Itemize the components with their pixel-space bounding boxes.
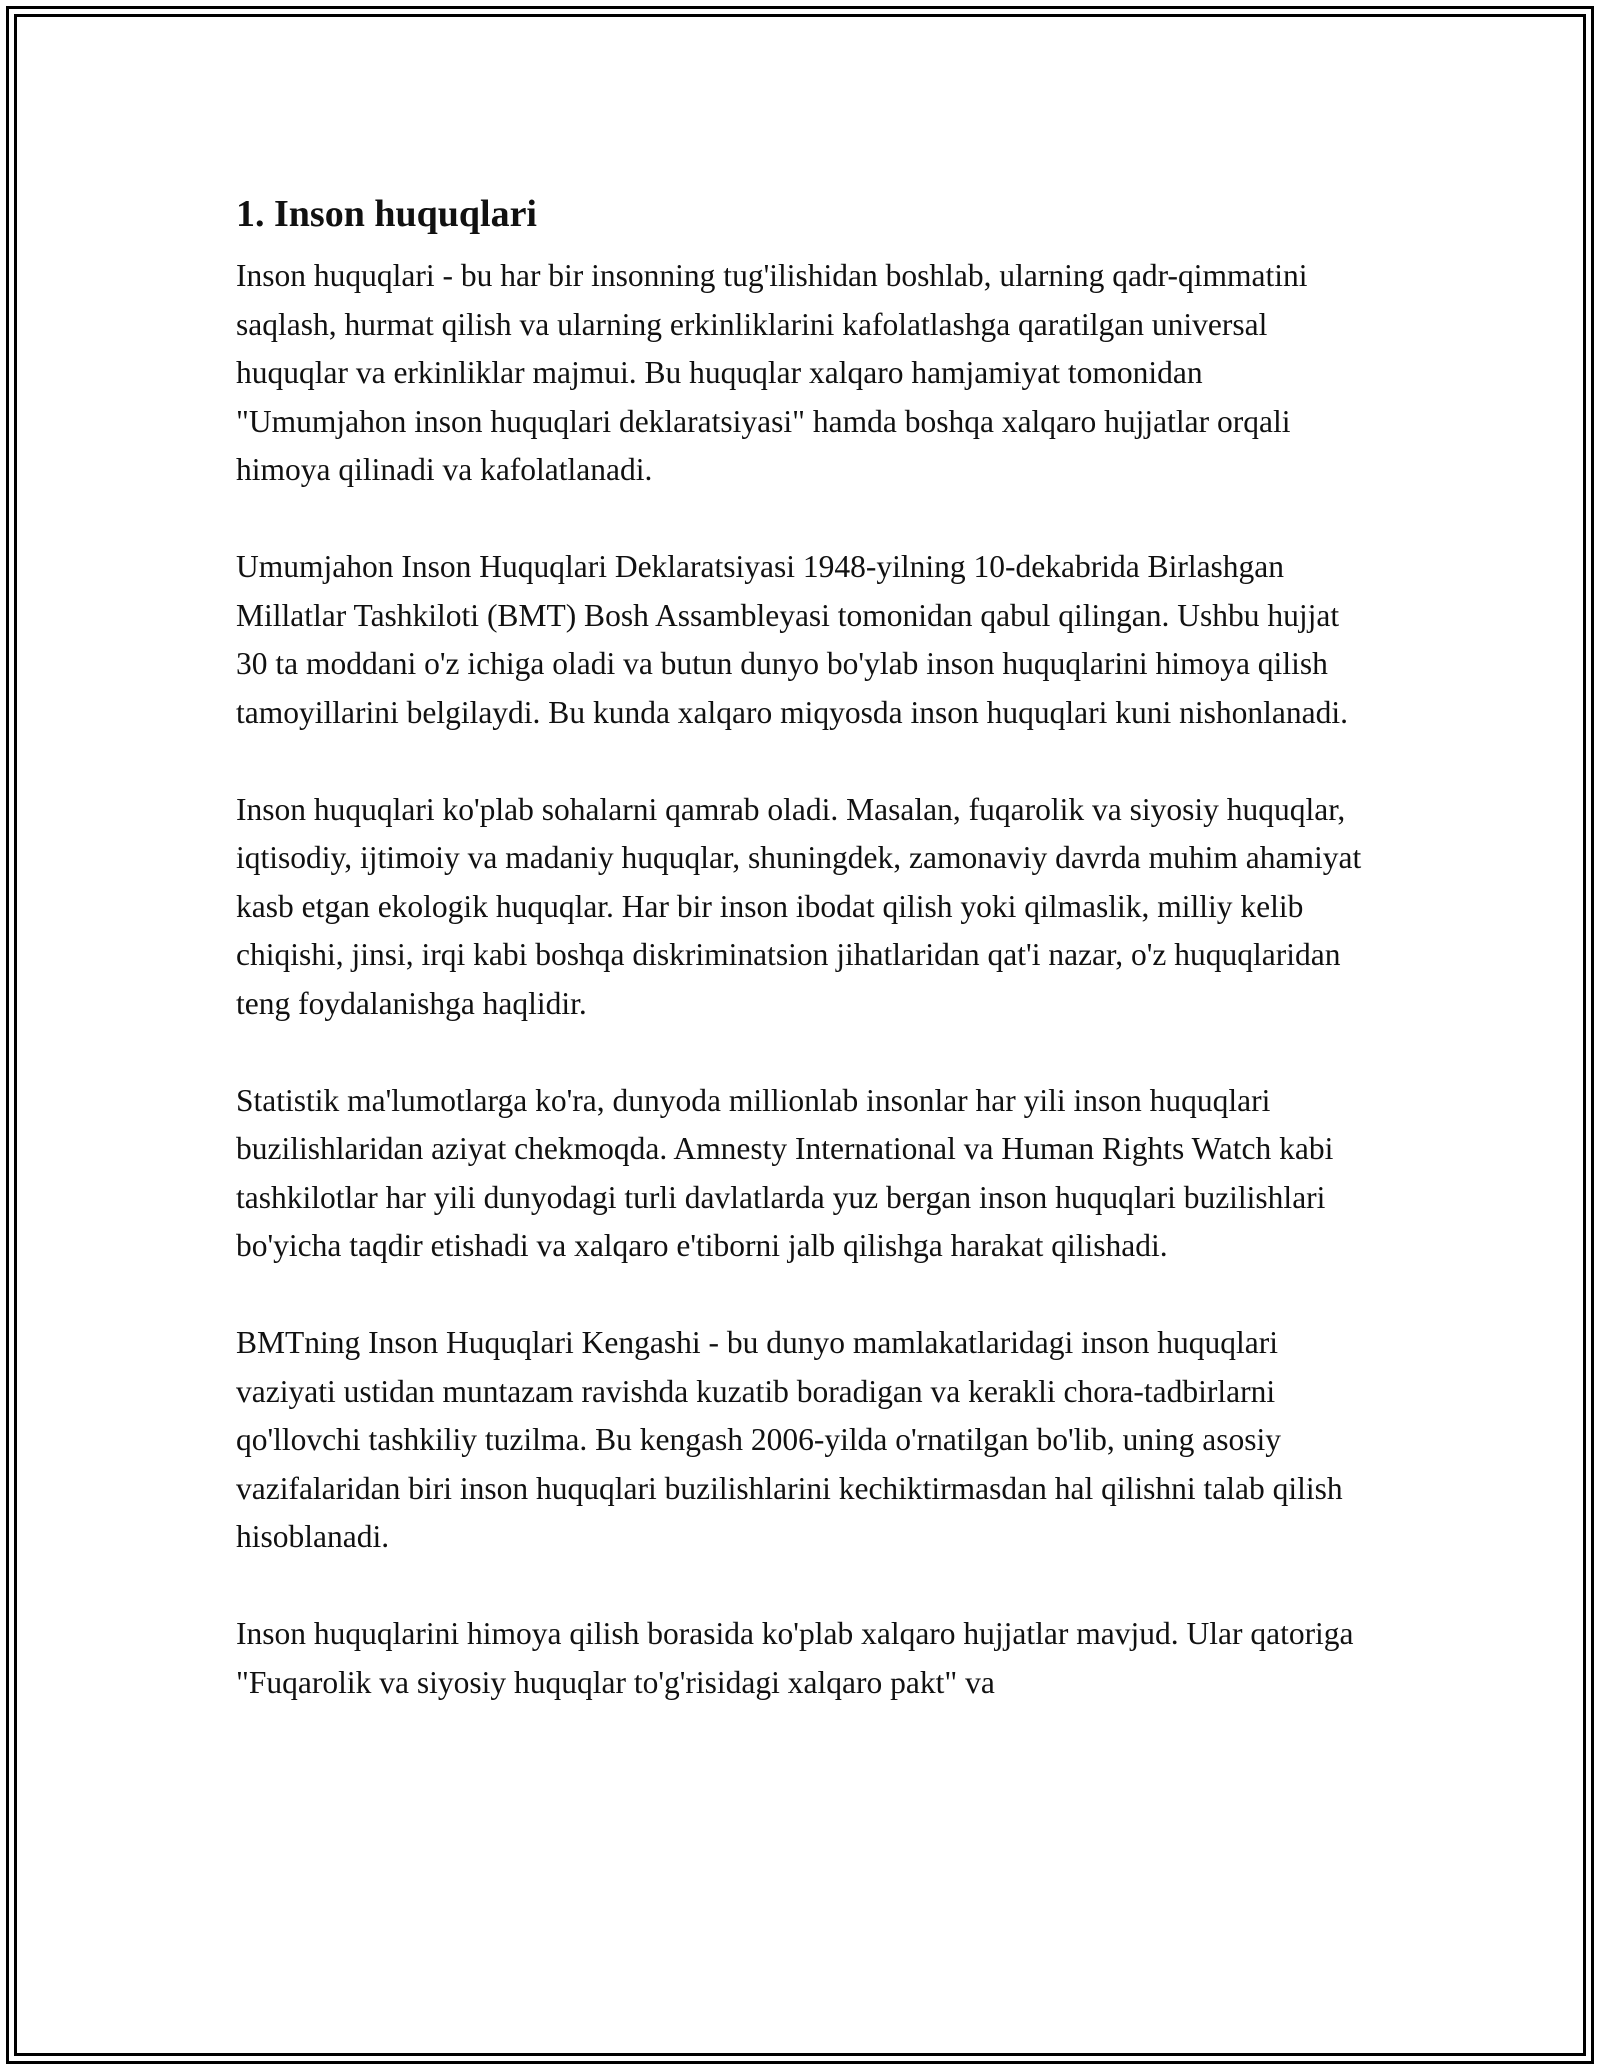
paragraph-2: Umumjahon Inson Huquqlari Deklaratsiyasi 1948-yilning 10-dekabrida Birlashgan Millatlar Tashkiloti (BMT) Bosh Assambleyasi tomonidan qabul qilingan. Ushbu hujjat 30 ta moddani o'z ichiga oladi va butun dunyo bo'ylab inson huquqlarini himoya qilish tamoyillarini belgilaydi. Bu kunda xalqaro miqyosda inson huquqlari kuni nishonlanadi. <box>236 549 1348 730</box>
paragraph-6: Inson huquqlarini himoya qilish borasida ko'plab xalqaro hujjatlar mavjud. Ular qatoriga "Fuqarolik va siyosiy huquqlar to'g'risidagi xalqaro pakt" va <box>236 1616 1354 1700</box>
paragraph-5: BMTning Inson Huquqlari Kengashi - bu dunyo mamlakatlaridagi inson huquqlari vaziyati ustidan muntazam ravishda kuzatib boradigan va kerakli chora-tadbirlarni qo'llovchi tashkiliy tuzilma. Bu kengash 2006-yilda o'rnatilgan bo'lib, uning asosiy vazifalaridan biri inson huquqlari buzilishlarini kechiktirmasdan hal qilishni talab qilish hisoblanadi. <box>236 1325 1343 1554</box>
paragraph-4: Statistik ma'lumotlarga ko'ra, dunyoda millionlab insonlar har yili inson huquqlari buzilishlaridan aziyat chekmoqda. Amnesty International va Human Rights Watch kabi tashkilotlar har yili dunyodagi turli davlatlarda yuz bergan inson huquqlari buzilishlari bo'yicha taqdir etishadi va xalqaro e'tiborni jalb qilishga harakat qilishadi. <box>236 1082 1334 1263</box>
paragraph-3: Inson huquqlari ko'plab sohalarni qamrab oladi. Masalan, fuqarolik va siyosiy huquqlar, iqtisodiy, ijtimoiy va madaniy huquqlar, shuningdek, zamonaviy davrda muhim ahamiyat kasb etgan ekologik huquqlar. Har bir inson ibodat qilish yoki qilmaslik, milliy kelib chiqishi, jinsi, irqi kabi boshqa diskriminatsion jihatlaridan qat'i nazar, o'z huquqlaridan teng foydalanishga haqlidir. <box>236 791 1362 1021</box>
document-body <box>236 186 1376 1756</box>
section-heading: 1. Inson huquqlari <box>236 193 537 235</box>
paragraph-1: Inson huquqlari - bu har bir insonning tug'ilishidan boshlab, ularning qadr-qimmatini saqlash, hurmat qilish va ularning erkinliklarini kafolatlashga qaratilgan universal huquqlar va erkinliklar majmui. Bu huquqlar xalqaro hamjamiyat tomonidan "Umumjahon inson huquqlari deklaratsiyasi" hamda boshqa xalqaro hujjatlar orqali himoya qilinadi va kafolatlanadi. <box>236 258 1308 487</box>
